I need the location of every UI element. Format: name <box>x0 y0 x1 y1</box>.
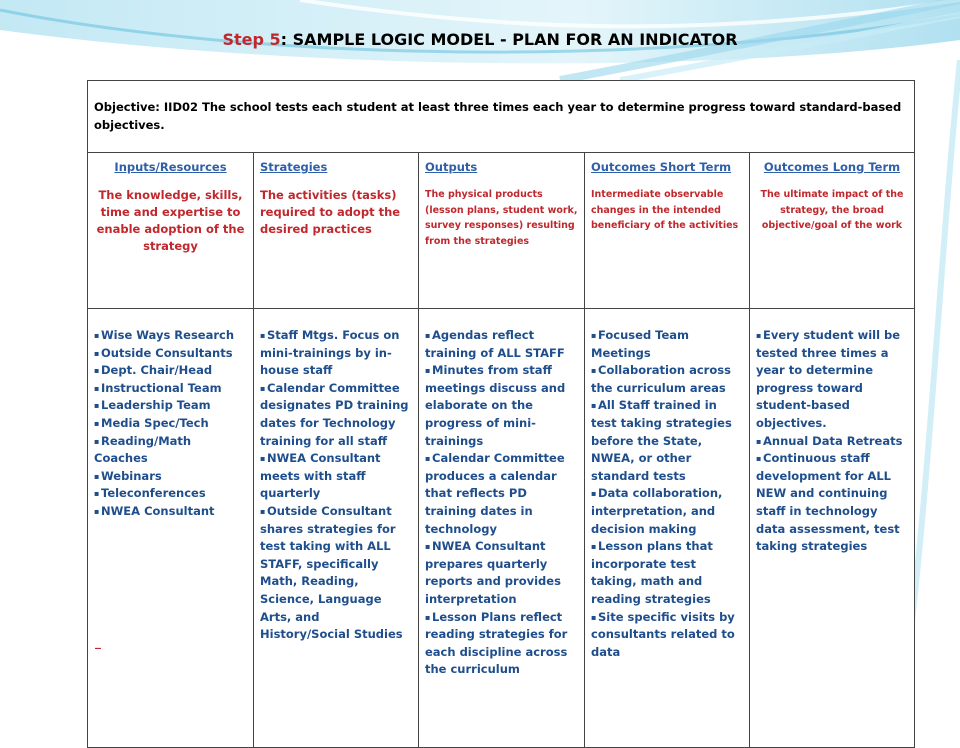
bullet-icon: ▪ <box>94 436 100 446</box>
bullet-icon: ▪ <box>756 436 762 446</box>
column-description: The physical products (lesson plans, student work, survey responses) resulting from the strategies <box>425 189 578 247</box>
list-item-text: Site specific visits by consultants related to data <box>591 609 735 659</box>
bullet-icon: ▪ <box>94 471 100 481</box>
list-item <box>425 538 578 608</box>
list-item-text: Minutes from staff meetings discuss and elaborate on the progress of mini-trainings <box>425 363 566 448</box>
trailing-mark: _ <box>95 635 101 649</box>
strategies-cell <box>254 309 419 748</box>
bullet-icon: ▪ <box>425 454 431 464</box>
list-item-text: Staff Mtgs. Focus on mini-trainings by in-house staff <box>260 328 400 378</box>
list-item-text: Calendar Committee produces a calendar that reflects PD training dates in technology <box>425 451 565 536</box>
list-item-text: Collaboration across the curriculum areas <box>591 363 731 395</box>
list-item-text: Continuous staff development for ALL NEW and continuing staff in technology data assessment, test taking strategies <box>756 451 900 554</box>
list-item <box>94 433 247 468</box>
objective-text: Objective: IID02 The school tests each student at least three times each year to determine progress toward standard-based objectives. <box>88 81 915 153</box>
list-item-text: Media Spec/Tech <box>101 415 209 430</box>
header-row <box>88 153 915 309</box>
bullet-icon: ▪ <box>94 401 100 411</box>
bullet-icon: ▪ <box>425 612 431 622</box>
list-item <box>425 609 578 679</box>
list-item <box>94 362 247 380</box>
list-item <box>94 327 247 345</box>
list-item <box>260 327 412 380</box>
list-item <box>260 503 412 644</box>
list-item <box>591 327 743 362</box>
logic-model-table <box>87 80 915 748</box>
list-item-text: Instructional Team <box>101 380 222 395</box>
bullet-icon: ▪ <box>94 348 100 358</box>
bullet-icon: ▪ <box>94 506 100 516</box>
bullet-icon: ▪ <box>94 331 100 340</box>
list-item <box>591 397 743 485</box>
column-heading: Outcomes Long Term <box>763 160 901 174</box>
list-item <box>260 450 412 503</box>
outputs-cell <box>419 309 585 748</box>
list-item-text: Wise Ways Research <box>101 328 235 342</box>
bullet-icon: ▪ <box>425 542 431 552</box>
bullet-icon: ▪ <box>260 454 266 464</box>
column-heading: Strategies <box>260 160 328 174</box>
list-item <box>94 503 247 521</box>
bullet-icon: ▪ <box>94 383 100 393</box>
list-item-text: Reading/Math Coaches <box>94 433 192 466</box>
column-description: The ultimate impact of the strategy, the broad objective/goal of the work <box>760 189 904 231</box>
list-item <box>425 450 578 538</box>
column-heading: Outputs <box>425 160 478 174</box>
list-item-text: Focused Team Meetings <box>591 328 690 360</box>
bullet-icon: ▪ <box>260 383 266 393</box>
bullet-icon: ▪ <box>425 366 431 376</box>
step-label: Step 5 <box>222 30 281 49</box>
column-header-outcomes-long-term <box>750 153 915 309</box>
list-item-text: NWEA Consultant <box>101 503 215 518</box>
list-item <box>425 327 578 362</box>
title-text: : SAMPLE LOGIC MODEL - PLAN FOR AN INDICATOR <box>280 30 738 49</box>
list-item <box>425 362 578 450</box>
inputs-cell <box>88 309 254 748</box>
column-heading: Inputs/Resources <box>114 160 227 174</box>
list-item-text: NWEA Consultant meets with staff quarterly <box>260 451 381 501</box>
column-description: The knowledge, skills, time and expertise to enable adoption of the strategy <box>96 188 245 253</box>
column-header-inputs <box>88 153 254 309</box>
column-header-strategies <box>254 153 419 309</box>
list-item <box>591 485 743 538</box>
list-item-text: Annual Data Retreats <box>763 433 903 448</box>
list-item-text: Data collaboration, interpretation, and decision making <box>591 486 723 536</box>
list-item-text: Leadership Team <box>101 398 211 413</box>
column-description: The activities (tasks) required to adopt the desired practices <box>260 188 401 236</box>
list-item <box>94 485 247 503</box>
bullet-icon: ▪ <box>94 366 100 376</box>
list-item-text: Every student will be tested three times a year to determine progress toward student-based objectives. <box>756 328 901 430</box>
list-item-text: Teleconferences <box>101 486 206 501</box>
column-header-outputs <box>419 153 585 309</box>
list-item-text: Outside Consultants <box>101 345 233 360</box>
column-heading: Outcomes Short Term <box>591 160 732 174</box>
bullet-icon: ▪ <box>591 542 597 552</box>
list-item <box>94 380 247 398</box>
content-row <box>88 309 915 748</box>
bullet-icon: ▪ <box>425 331 431 340</box>
list-item <box>94 397 247 415</box>
bullet-icon: ▪ <box>94 489 100 499</box>
list-item <box>756 327 908 433</box>
list-item-text: NWEA Consultant prepares quarterly reports and provides interpretation <box>425 539 561 606</box>
list-item <box>94 345 247 363</box>
list-item <box>94 468 247 486</box>
page-title <box>0 30 960 49</box>
objective-row <box>88 81 915 153</box>
bullet-icon: ▪ <box>94 418 100 428</box>
bullet-icon: ▪ <box>591 612 597 622</box>
bullet-icon: ▪ <box>591 331 597 340</box>
list-item-text: Webinars <box>101 468 162 483</box>
list-item <box>94 415 247 433</box>
bullet-icon: ▪ <box>260 331 266 340</box>
bullet-icon: ▪ <box>591 366 597 376</box>
list-item <box>591 538 743 608</box>
bullet-icon: ▪ <box>591 489 597 499</box>
list-item-text: Calendar Committee designates PD training dates for Technology training for all staff <box>260 380 409 448</box>
list-item-text: Lesson Plans reflect reading strategies for each discipline across the curriculum <box>425 609 568 677</box>
list-item <box>591 609 743 662</box>
list-item-text: Agendas reflect training of ALL STAFF <box>425 328 565 360</box>
bullet-icon: ▪ <box>756 454 762 464</box>
list-item-text: Outside Consultant shares strategies for test taking with ALL STAFF, specifically Math, Reading, Science, Language Arts, and History/Social Studies <box>260 503 403 642</box>
list-item <box>756 450 908 556</box>
column-description: Intermediate observable changes in the intended beneficiary of the activities <box>591 189 739 231</box>
list-item-text: Lesson plans that incorporate test taking, math and reading strategies <box>591 539 713 606</box>
list-item <box>260 380 412 450</box>
outcomes-long-term-cell <box>750 309 915 748</box>
bullet-icon: ▪ <box>260 506 266 516</box>
list-item <box>591 362 743 397</box>
list-item <box>756 433 908 451</box>
list-item-text: Dept. Chair/Head <box>101 363 213 378</box>
bullet-icon: ▪ <box>756 331 762 340</box>
column-header-outcomes-short-term <box>585 153 750 309</box>
list-item-text: All Staff trained in test taking strategies before the State, NWEA, or other standard tests <box>591 398 732 483</box>
outcomes-short-term-cell <box>585 309 750 748</box>
bullet-icon: ▪ <box>591 401 597 411</box>
